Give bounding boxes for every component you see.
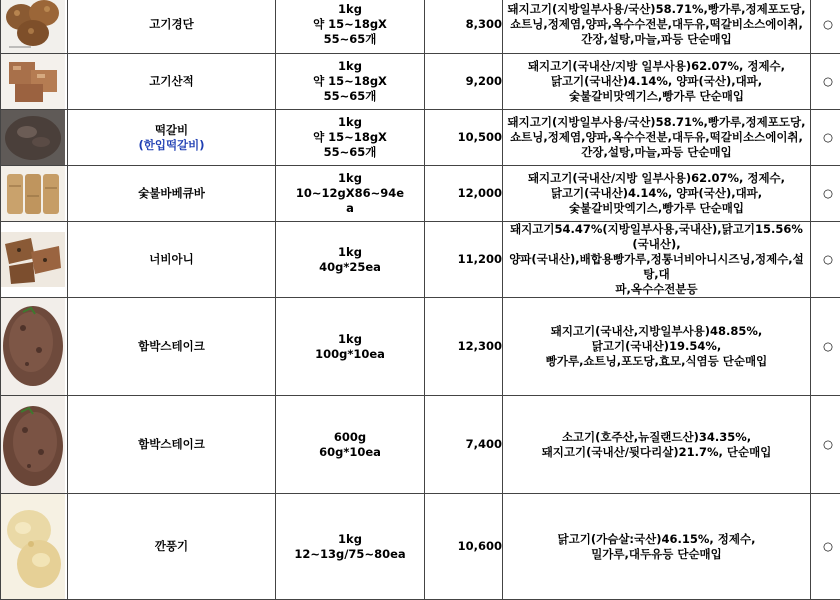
spec-line: 1kg [276, 59, 424, 74]
ingredient-line: 빵가루,쇼트닝,포도당,효모,식염등 단순매입 [503, 354, 810, 369]
ingredient-line: 돼지고기(국내산/지방 일부사용)62.07%, 정제수, [503, 59, 810, 74]
table-row [1, 222, 840, 298]
ingredient-line: 양파(국내산),배합용빵가루,정통너비아니시즈닝,정제수,설탕,대 [503, 252, 810, 282]
spec-line: 약 15~18gX [276, 17, 424, 32]
table-row [1, 110, 840, 166]
spec-line: 약 15~18gX [276, 74, 424, 89]
product-name: 함박스테이크 [68, 339, 275, 354]
ingredient-line: 돼지고기(지방일부사용/국산)58.71%,빵가루,정제포도당, [503, 2, 810, 17]
spec-line: 55~65개 [276, 32, 424, 47]
spec-line: 600g [276, 430, 424, 445]
table-row [1, 54, 840, 110]
ingredient-line: 밀가루,대두유등 단순매입 [503, 547, 810, 562]
spec-line: a [276, 201, 424, 216]
product-name: 떡갈비 [68, 123, 275, 138]
product-name: 고기경단 [68, 17, 275, 32]
ingredient-line: 돼지고기(국내산/뒷다리살)21.7%, 단순매입 [503, 445, 810, 460]
availability-mark: ○ [823, 186, 833, 200]
ingredient-line: 쇼트닝,정제염,양파,옥수수전분,대두유,떡갈비소스에이취, [503, 17, 810, 32]
product-photo-cell [1, 396, 68, 494]
spec-line: 1kg [276, 2, 424, 17]
ingredient-line: 소고기(호주산,뉴질랜드산)34.35%, [503, 430, 810, 445]
meatball-photo [1, 0, 65, 53]
table-row [1, 494, 840, 600]
availability-mark: ○ [823, 130, 833, 144]
price: 10,600 [458, 539, 502, 553]
ingredient-line: 간장,설탕,마늘,파등 단순매입 [503, 145, 810, 160]
meat-skewer-photo [1, 54, 65, 109]
price: 7,400 [466, 437, 502, 451]
spec-line: 55~65개 [276, 145, 424, 160]
tteokgalbi-photo [1, 110, 65, 165]
availability-mark: ○ [823, 252, 833, 266]
hamburg-steak-photo [1, 396, 65, 493]
spec-line: 10~12gX86~94e [276, 186, 424, 201]
spec-line: 60g*10ea [276, 445, 424, 460]
ingredient-line: 닭고기(국내산)19.54%, [503, 339, 810, 354]
product-photo-cell [1, 110, 68, 166]
product-photo-cell [1, 0, 68, 54]
spec-line: 40g*25ea [276, 260, 424, 275]
product-name: 고기산적 [68, 74, 275, 89]
product-name: 함박스테이크 [68, 437, 275, 452]
spec-line: 12~13g/75~80ea [276, 547, 424, 562]
spec-line: 1kg [276, 245, 424, 260]
spec-line: 1kg [276, 171, 424, 186]
product-photo-cell [1, 166, 68, 222]
price: 12,300 [458, 339, 502, 353]
ingredient-line: 숯불갈비맛엑기스,빵가루 단순매입 [503, 201, 810, 216]
spec-line: 100g*10ea [276, 347, 424, 362]
product-photo-cell [1, 494, 68, 600]
ingredient-line: 쇼트닝,정제염,양파,옥수수전분,대두유,떡갈비소스에이취, [503, 130, 810, 145]
table-row [1, 0, 840, 54]
ingredient-line: 파,옥수수전분등 [503, 282, 810, 297]
price: 8,300 [466, 17, 502, 31]
table-row [1, 396, 840, 494]
kkanpunggi-photo [1, 494, 65, 599]
availability-mark: ○ [823, 437, 833, 451]
spec-line: 1kg [276, 332, 424, 347]
spec-line: 약 15~18gX [276, 130, 424, 145]
product-name: 깐풍기 [68, 539, 275, 554]
price: 10,500 [458, 130, 502, 144]
availability-mark: ○ [823, 339, 833, 353]
table-row [1, 298, 840, 396]
spec-line: 55~65개 [276, 89, 424, 104]
ingredient-line: 돼지고기(국내산/지방 일부사용)62.07%, 정제수, [503, 171, 810, 186]
availability-mark: ○ [823, 539, 833, 553]
ingredient-line: 닭고기(가슴살:국산)46.15%, 정제수, [503, 532, 810, 547]
product-name: 숯불바베큐바 [68, 186, 275, 201]
spec-line: 1kg [276, 532, 424, 547]
spec-line: 1kg [276, 115, 424, 130]
product-photo-cell [1, 222, 68, 298]
availability-mark: ○ [823, 17, 833, 31]
product-name: 너비아니 [68, 252, 275, 267]
availability-mark: ○ [823, 74, 833, 88]
neobiani-photo [1, 232, 65, 287]
product-photo-cell [1, 54, 68, 110]
ingredient-line: 숯불갈비맛엑기스,빵가루 단순매입 [503, 89, 810, 104]
ingredient-line: 돼지고기(지방일부사용/국산)58.71%,빵가루,정제포도당, [503, 115, 810, 130]
price: 11,200 [458, 252, 502, 266]
hamburg-steak-photo [1, 298, 65, 395]
ingredient-line: 간장,설탕,마늘,파등 단순매입 [503, 32, 810, 47]
price: 12,000 [458, 186, 502, 200]
product-photo-cell [1, 298, 68, 396]
price: 9,200 [466, 74, 502, 88]
product-subname: (한입떡갈비) [68, 138, 275, 153]
table-row [1, 166, 840, 222]
ingredient-line: 닭고기(국내산)4.14%, 양파(국산),대파, [503, 74, 810, 89]
ingredient-line: 돼지고기54.47%(지방일부사용,국내산),닭고기15.56%(국내산), [503, 222, 810, 252]
ingredient-line: 닭고기(국내산)4.14%, 양파(국산),대파, [503, 186, 810, 201]
ingredient-line: 돼지고기(국내산,지방일부사용)48.85%, [503, 324, 810, 339]
bbq-bar-photo [1, 166, 65, 221]
